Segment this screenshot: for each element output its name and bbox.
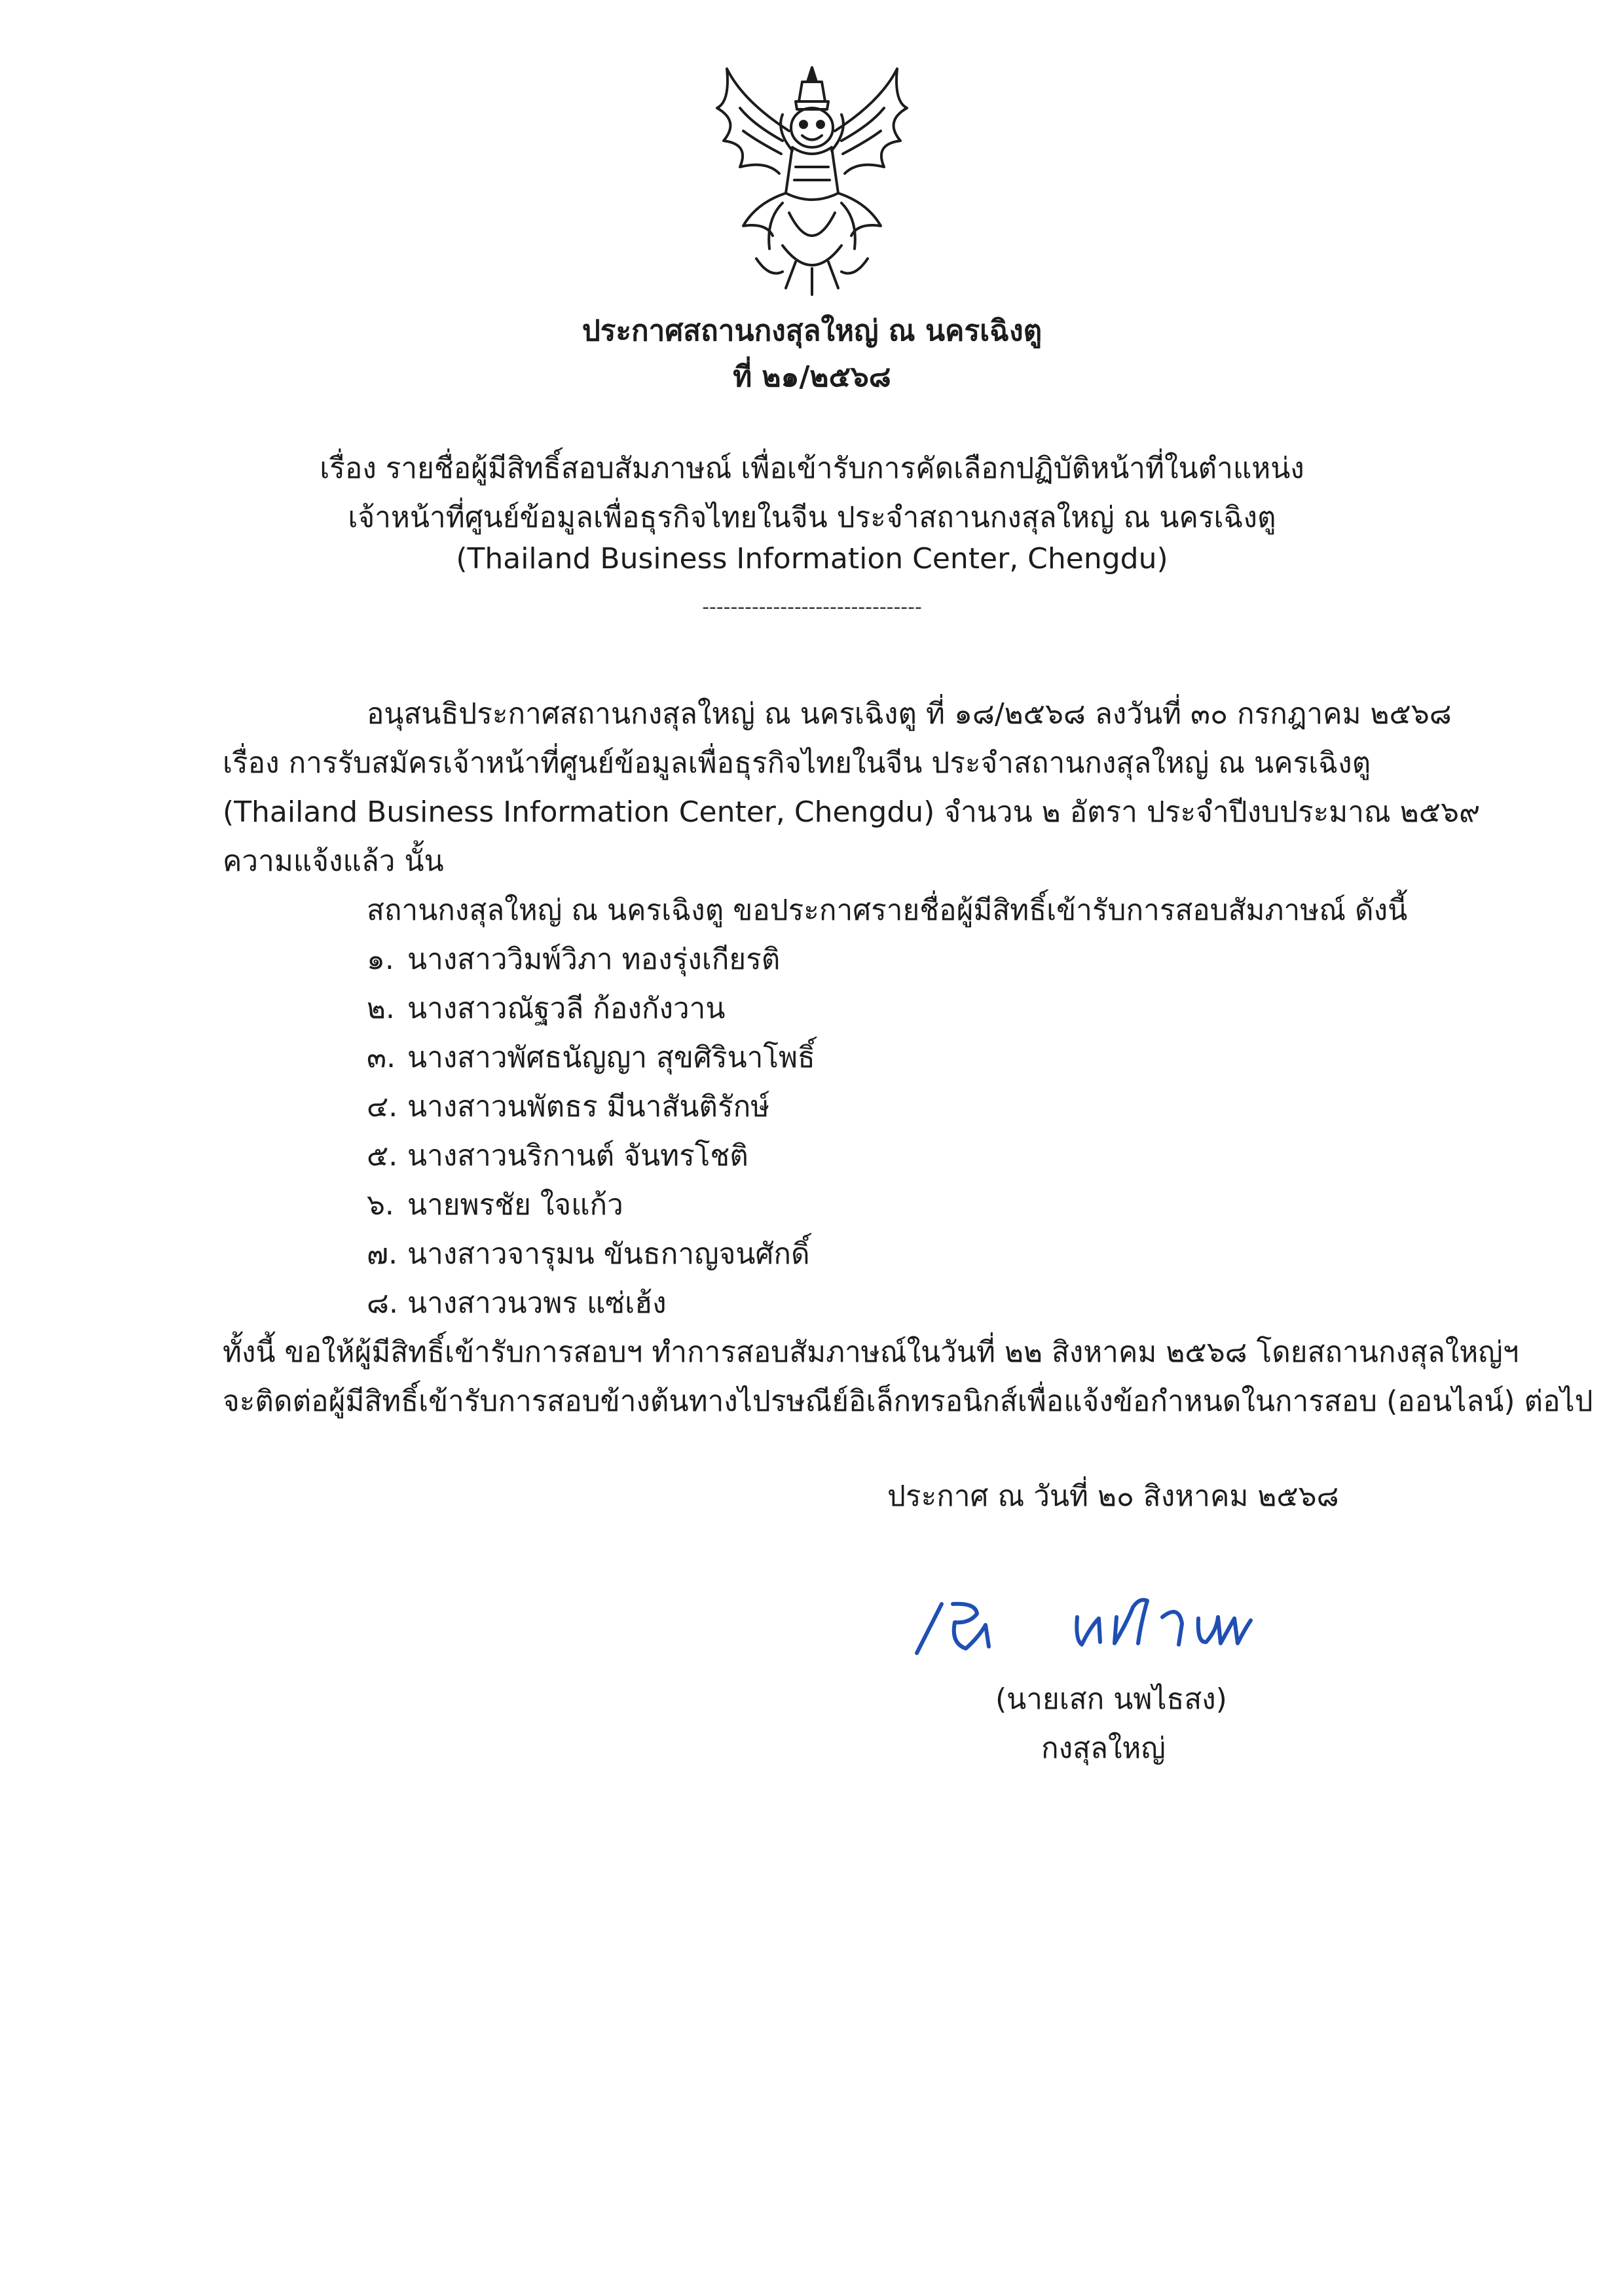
- list-item: [367, 936, 780, 982]
- garuda-emblem-icon: [704, 62, 920, 298]
- list-item: [367, 1231, 810, 1277]
- list-item: [367, 1034, 815, 1080]
- list-item-number: ๖.: [367, 1188, 394, 1222]
- list-item-number: ๘.: [367, 1286, 398, 1320]
- list-item-name: นางสาวนวพร แซ่เฮ้ง: [407, 1286, 667, 1320]
- signatory-title: กงสุลใหญ่: [1041, 1732, 1166, 1765]
- announcement-date: ประกาศ ณ วันที่ ๒๐ สิงหาคม ๒๕๖๘: [887, 1480, 1339, 1513]
- paragraph-3-line-1: ทั้งนี้ ขอให้ผู้มีสิทธิ์เข้ารับการสอบฯ ทำการสอบสัมภาษณ์ในวันที่ ๒๒ สิงหาคม ๒๕๖๘ โดยสถานกงสุลใหญ่ฯ: [223, 1336, 1519, 1369]
- subject-line-2: เจ้าหน้าที่ศูนย์ข้อมูลเพื่อธุรกิจไทยในจีน ประจำสถานกงสุลใหญ่ ณ นครเฉิงตู: [348, 501, 1276, 534]
- list-item-name: นางสาวนพัตธร มีนาสันติรักษ์: [407, 1090, 770, 1123]
- list-item-name: นางสาวจารุมน ขันธกาญจนศักดิ์: [407, 1237, 810, 1271]
- list-item: [367, 1182, 623, 1228]
- paragraph-1-line-4: ความแจ้งแล้ว นั้น: [223, 845, 444, 878]
- list-item-number: ๗.: [367, 1237, 398, 1271]
- list-item-number: ๕.: [367, 1139, 398, 1173]
- list-item: [367, 1280, 667, 1326]
- list-item: [367, 1133, 748, 1178]
- list-item-name: นายพรชัย ใจแก้ว: [407, 1188, 623, 1222]
- list-item-number: ๔.: [367, 1090, 398, 1123]
- paragraph-2: สถานกงสุลใหญ่ ณ นครเฉิงตู ขอประกาศรายชื่อผู้มีสิทธิ์เข้ารับการสอบสัมภาษณ์ ดังนี้: [367, 894, 1408, 927]
- list-item: [367, 1084, 769, 1129]
- list-item-number: ๒.: [367, 992, 395, 1025]
- list-item-name: นางสาวพัศธนัญญา สุขศิรินาโพธิ์: [407, 1041, 815, 1074]
- list-item-number: ๓.: [367, 1041, 396, 1074]
- list-item: [367, 985, 725, 1031]
- separator-line: -------------------------------: [702, 596, 922, 619]
- subject-line-1: เรื่อง รายชื่อผู้มีสิทธิ์สอบสัมภาษณ์ เพื่อเข้ารับการคัดเลือกปฏิบัติหน้าที่ในตำแหน่ง: [320, 452, 1304, 485]
- paragraph-3-line-2: จะติดต่อผู้มีสิทธิ์เข้ารับการสอบข้างต้นทางไปรษณีย์อิเล็กทรอนิกส์เพื่อแจ้งข้อกำหนดในการสอบ (ออนไลน์) ต่อไป: [223, 1385, 1593, 1418]
- paragraph-1-line-2: เรื่อง การรับสมัครเจ้าหน้าที่ศูนย์ข้อมูลเพื่อธุรกิจไทยในจีน ประจำสถานกงสุลใหญ่ ณ นครเฉิงตู: [223, 746, 1371, 780]
- list-item-name: นางสาวณัฐวลี ก้องกังวาน: [407, 992, 726, 1025]
- paragraph-1-line-3: (Thailand Business Information Center, Chengdu) จำนวน ๒ อัตรา ประจำปีงบประมาณ ๒๕๖๙: [223, 795, 1481, 829]
- signature: [904, 1578, 1297, 1669]
- announcement-title: ประกาศสถานกงสุลใหญ่ ณ นครเฉิงตู: [581, 314, 1043, 348]
- announcement-number: ที่ ๒๑/๒๕๖๘: [733, 360, 891, 393]
- list-item-name: นางสาวนริกานต์ จันทรโชติ: [407, 1139, 748, 1173]
- list-item-name: นางสาววิมพ์วิภา ทองรุ่งเกียรติ: [407, 943, 781, 976]
- signatory-name: (นายเสก นพไธสง): [995, 1683, 1227, 1716]
- subject-line-3: (Thailand Business Information Center, Chengdu): [456, 542, 1168, 575]
- list-item-number: ๑.: [367, 943, 394, 976]
- paragraph-1-line-1: อนุสนธิประกาศสถานกงสุลใหญ่ ณ นครเฉิงตู ที่ ๑๘/๒๕๖๘ ลงวันที่ ๓๐ กรกฎาคม ๒๕๖๘: [367, 697, 1452, 731]
